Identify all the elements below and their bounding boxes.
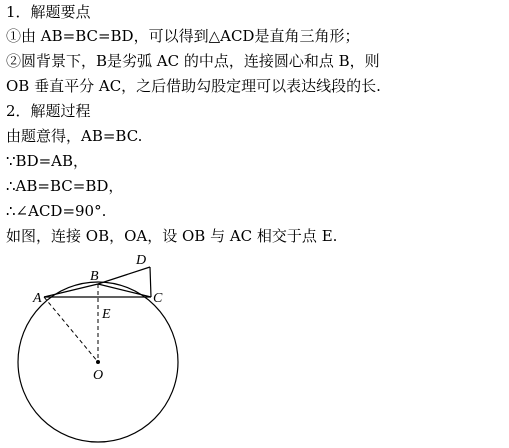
label-c: C	[153, 291, 163, 306]
text-line-9: 如图，连接 OB，OA，设 OB 与 AC 相交于点 E.	[6, 227, 338, 245]
text-line-3: OB 垂直平分 AC，之后借助勾股定理可以表达线段的长.	[6, 77, 381, 95]
text-line-7: ∴AB=BC=BD，	[6, 177, 124, 195]
label-o: O	[93, 368, 104, 383]
text-line-8: ∴∠ACD=90°.	[6, 202, 107, 220]
text-line-5: 由题意得，AB=BC.	[6, 127, 143, 145]
segment-oa	[44, 297, 98, 362]
label-a: A	[33, 291, 42, 306]
text-line-1: ①由 AB=BC=BD，可以得到△ACD是直角三角形；	[6, 27, 360, 45]
label-e: E	[102, 307, 111, 322]
segment-bd	[98, 267, 150, 284]
text-line-6: ∵BD=AB，	[6, 152, 89, 170]
text-line-2: ②圆背景下，B是劣弧 AC 的中点，连接圆心和点 B，则	[6, 52, 380, 70]
segment-ab	[44, 284, 98, 297]
geometry-figure	[0, 245, 200, 448]
heading-key-points: 1．解题要点	[6, 3, 91, 21]
label-b: B	[90, 269, 99, 284]
heading-solution-process: 2．解题过程	[6, 102, 91, 120]
label-d: D	[136, 253, 147, 268]
center-point-o	[96, 360, 100, 364]
segment-dc	[150, 267, 151, 297]
